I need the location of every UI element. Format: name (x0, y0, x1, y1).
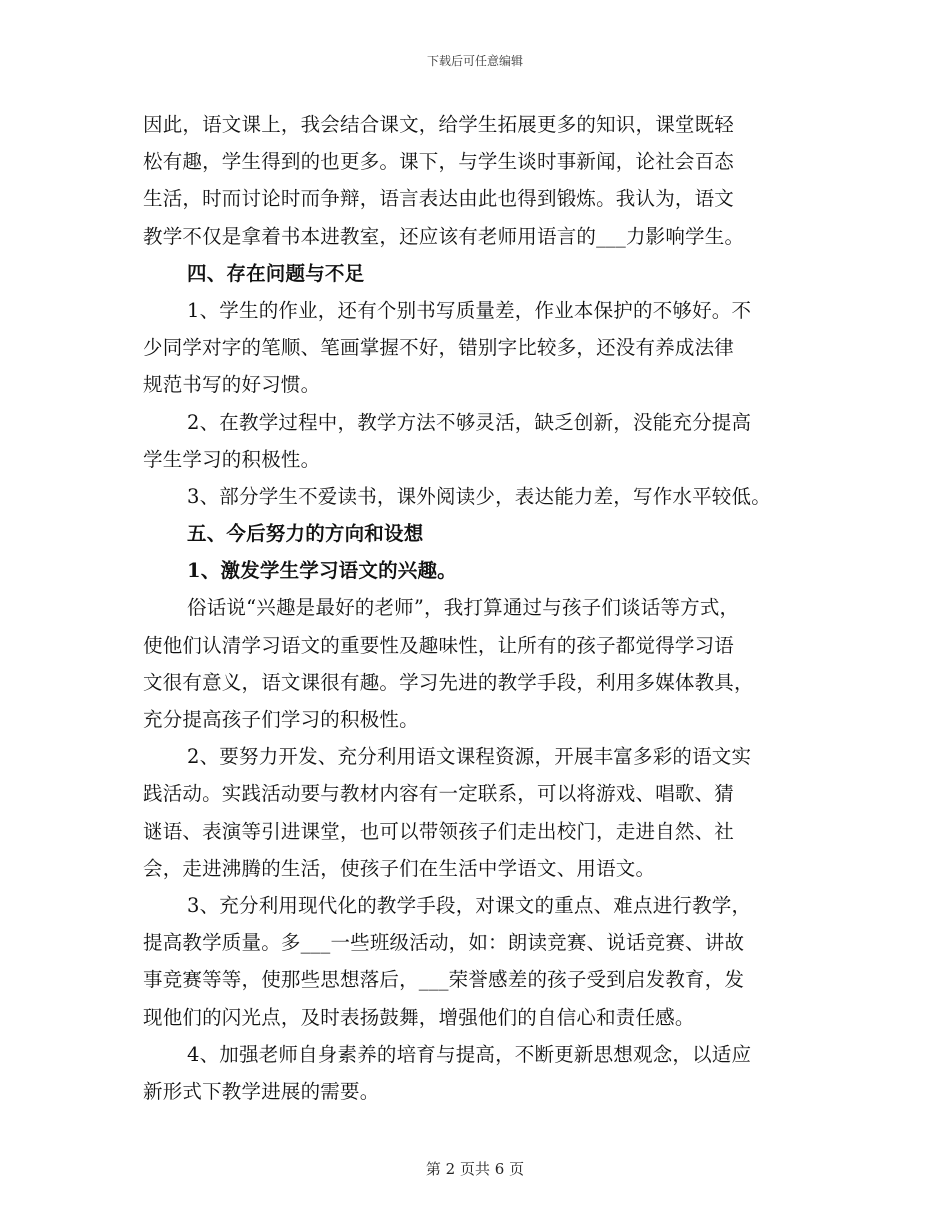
text-line: 因此，语文课上，我会结合课文，给学生拓展更多的知识，课堂既轻 (143, 113, 735, 136)
text-line: 俗话说“兴趣是最好的老师”，我打算通过与孩子们谈话等方式， (187, 596, 740, 620)
text-line: 3、充分利用现代化的教学手段，对课文的重点、难点进行教学， (187, 893, 752, 917)
text-line: 提高教学质量。多___一些班级活动，如：朗读竞赛、说话竞赛、讲故 (143, 931, 745, 955)
text-line: 4、加强老师自身素养的培育与提高，不断更新思想观念，以适应 (187, 1042, 752, 1066)
text-line: 少同学对字的笔顺、笔画掌握不好，错别字比较多，还没有养成法律 (143, 336, 735, 360)
text-line: 2、要努力开发、充分利用语文课程资源，开展丰富多彩的语文实 (187, 745, 752, 769)
text-line: 规范书写的好习惯。 (143, 373, 321, 397)
text-line: 松有趣，学生得到的也更多。课下，与学生谈时事新闻，论社会百态 (143, 150, 735, 174)
text-line: 谜语、表演等引进课堂，也可以带领孩子们走出校门，走进自然、社 (143, 819, 735, 843)
text-line: 事竞赛等等，使那些思想落后，___荣誉感差的孩子受到启发教育，发 (143, 968, 745, 992)
text-line: 2、在教学过程中，教学方法不够灵活，缺乏创新，没能充分提高 (187, 410, 752, 434)
text-line: 会，走进沸腾的生活，使孩子们在生活中学语文、用语文。 (143, 856, 656, 880)
text-line: 学生学习的积极性。 (143, 447, 321, 471)
section-heading: 四、存在问题与不足 (187, 261, 365, 285)
text-line: 现他们的闪光点，及时表扬鼓舞，增强他们的自信心和责任感。 (143, 1005, 695, 1029)
page-footer: 第 2 页共 6 页 (425, 1160, 525, 1178)
text-line: 践活动。实践活动要与教材内容有一定联系，可以将游戏、唱歌、猜 (143, 782, 735, 806)
page-header: 下载后可任意编辑 (426, 54, 523, 68)
document-body (143, 106, 823, 1110)
text-line: 使他们认清学习语文的重要性及趣味性，让所有的孩子都觉得学习语 (143, 633, 735, 657)
text-line: 3、部分学生不爱读书，课外阅读少，表达能力差，写作水平较低。 (187, 484, 771, 508)
section-heading: 1、激发学生学习语文的兴趣。 (187, 559, 457, 583)
text-line: 1、学生的作业，还有个别书写质量差，作业本保护的不够好。不 (187, 298, 752, 322)
section-heading: 五、今后努力的方向和设想 (187, 522, 424, 546)
text-line: 新形式下教学进展的需要。 (143, 1079, 380, 1103)
text-line: 文很有意义，语文课很有趣。学习先进的教学手段，利用多媒体教具， (143, 670, 754, 694)
text-line: 充分提高孩子们学习的积极性。 (143, 708, 419, 731)
text-line: 教学不仅是拿着书本进教室，还应该有老师用语言的___力影响学生。 (143, 224, 745, 248)
text-line: 生活，时而讨论时而争辩，语言表达由此也得到锻炼。我认为，语文 (143, 187, 735, 211)
